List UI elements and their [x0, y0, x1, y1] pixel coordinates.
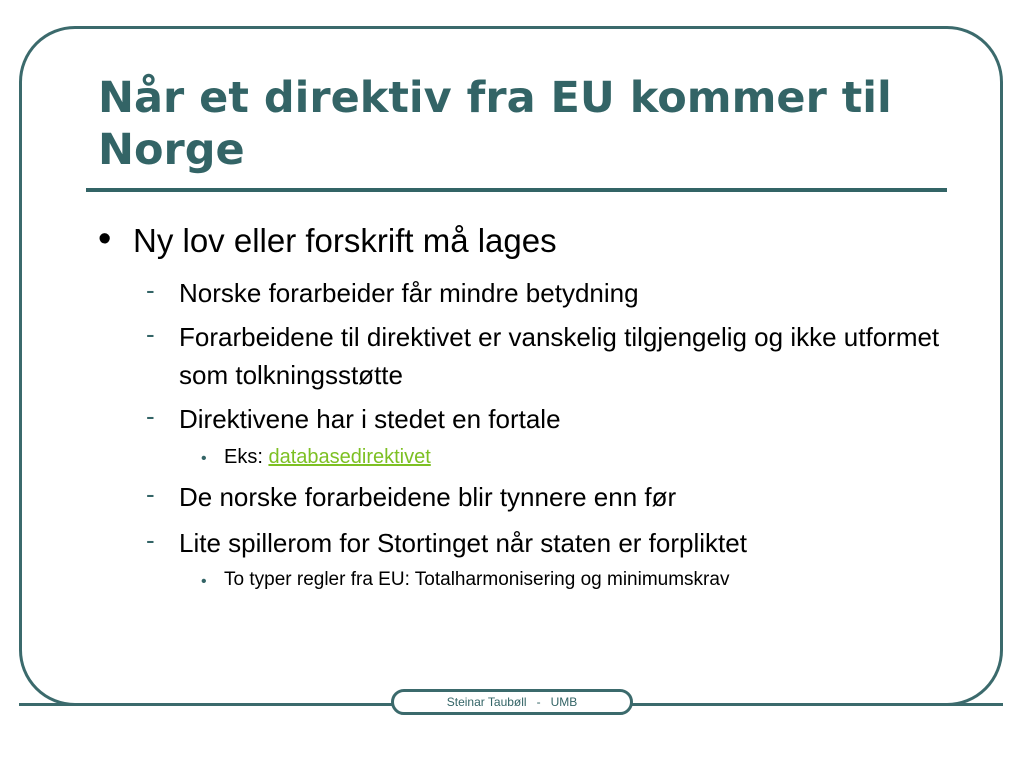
sub-item: Norske forarbeider får mindre betydning: [179, 278, 639, 308]
dash-icon: -: [146, 525, 155, 555]
example-line: [224, 446, 431, 469]
dash-icon: -: [146, 319, 155, 349]
sub-item: Direktivene har i stedet en fortale: [179, 404, 561, 434]
example-prefix: Eks:: [224, 446, 269, 468]
slide-title: Når et direktiv fra EU kommer til Norge: [98, 73, 892, 175]
dash-icon: -: [146, 479, 155, 509]
eu-rules-note: To typer regler fra EU: Totalharmonisering og minimumskrav: [224, 569, 730, 590]
title-divider: [86, 188, 947, 192]
footer-label: Steinar Taubøll - UMB: [391, 689, 633, 715]
main-bullet-text: Ny lov eller forskrift må lages: [133, 222, 557, 259]
bullet-icon: •: [201, 573, 207, 590]
sub-item: Forarbeidene til direktivet er vanskelig tilgjengelig og ikke utformet som tolkningsstøtte: [179, 322, 940, 390]
bullet-icon: •: [98, 218, 112, 260]
dash-icon: -: [146, 275, 155, 305]
sub-item: Lite spillerom for Stortinget når staten er forpliktet: [179, 528, 747, 558]
sub-item: De norske forarbeidene blir tynnere enn før: [179, 482, 677, 512]
bullet-icon: •: [201, 450, 207, 467]
dash-icon: -: [146, 401, 155, 431]
example-link[interactable]: databasedirektivet: [268, 446, 431, 468]
